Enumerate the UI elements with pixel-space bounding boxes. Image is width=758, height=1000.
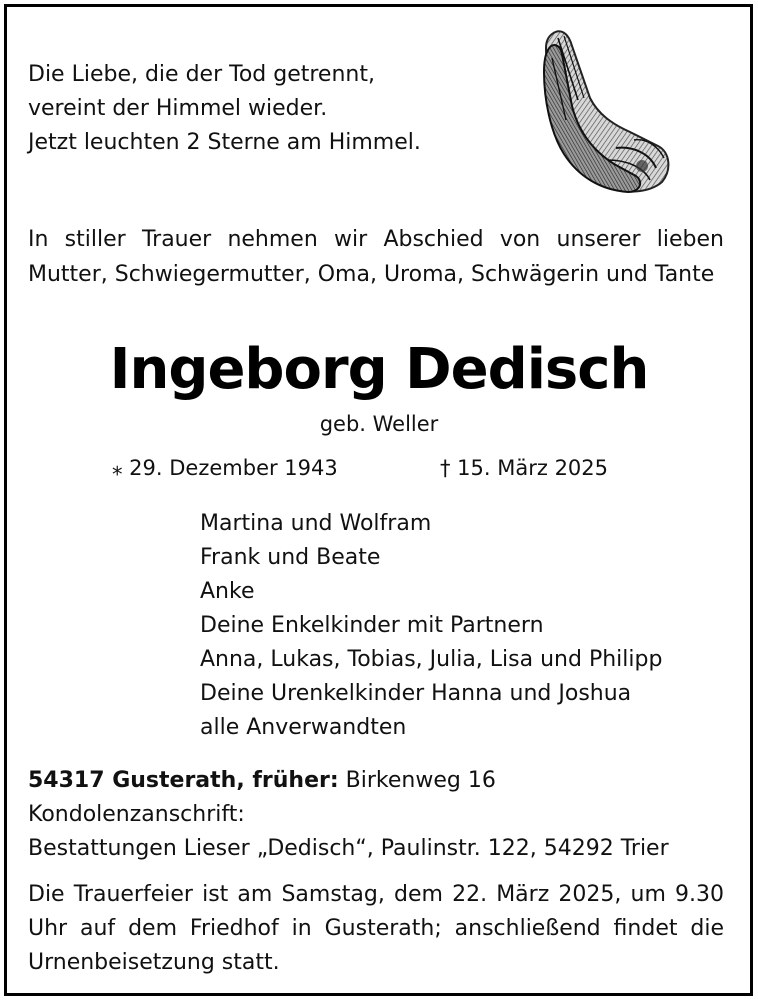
service-info: Die Trauerfeier ist am Samstag, dem 22. März 2025, um 9.30 Uhr auf dem Friedhof in Gusterath; anschließend findet die Urnenbeisetzung statt. [28, 882, 724, 975]
address-block [28, 764, 669, 866]
condolence-address: Bestattungen Lieser „Dedisch“, Paulinstr. 122, 54292 Trier [28, 836, 669, 861]
quote-line: vereint der Himmel wieder. [28, 96, 328, 121]
death-date: † 15. März 2025 [440, 456, 609, 480]
mourner: Deine Urenkelkinder Hanna und Joshua [200, 681, 632, 706]
deceased-name: Ingeborg Dedisch [109, 337, 649, 402]
mourner: Frank und Beate [200, 545, 381, 570]
quote-line: Jetzt leuchten 2 Sterne am Himmel. [28, 130, 421, 155]
birth-date: ⁎ 29. Dezember 1943 [112, 456, 338, 480]
praying-hands-icon [538, 28, 674, 196]
street: Birkenweg 16 [338, 768, 496, 793]
intro-text: In stiller Trauer nehmen wir Abschied von unserer lieben Mutter, Schwiegermutter, Oma, Uroma, Schwägerin und Tante [28, 227, 724, 287]
mourner: Anke [200, 579, 255, 604]
mourner: Anna, Lukas, Tobias, Julia, Lisa und Philipp [200, 647, 663, 672]
mourner: Deine Enkelkinder mit Partnern [200, 613, 544, 638]
place-label: 54317 Gusterath, früher: [28, 768, 339, 793]
condolence-label: Kondolenzanschrift: [28, 802, 245, 827]
memorial-quote [28, 58, 421, 160]
birth-name: geb. Weller [319, 412, 439, 436]
home-address [28, 764, 669, 798]
mourner: alle Anverwandten [200, 715, 407, 740]
mourner: Martina und Wolfram [200, 511, 432, 536]
quote-line: Die Liebe, die der Tod getrennt, [28, 62, 375, 87]
mourners-list [200, 507, 662, 745]
